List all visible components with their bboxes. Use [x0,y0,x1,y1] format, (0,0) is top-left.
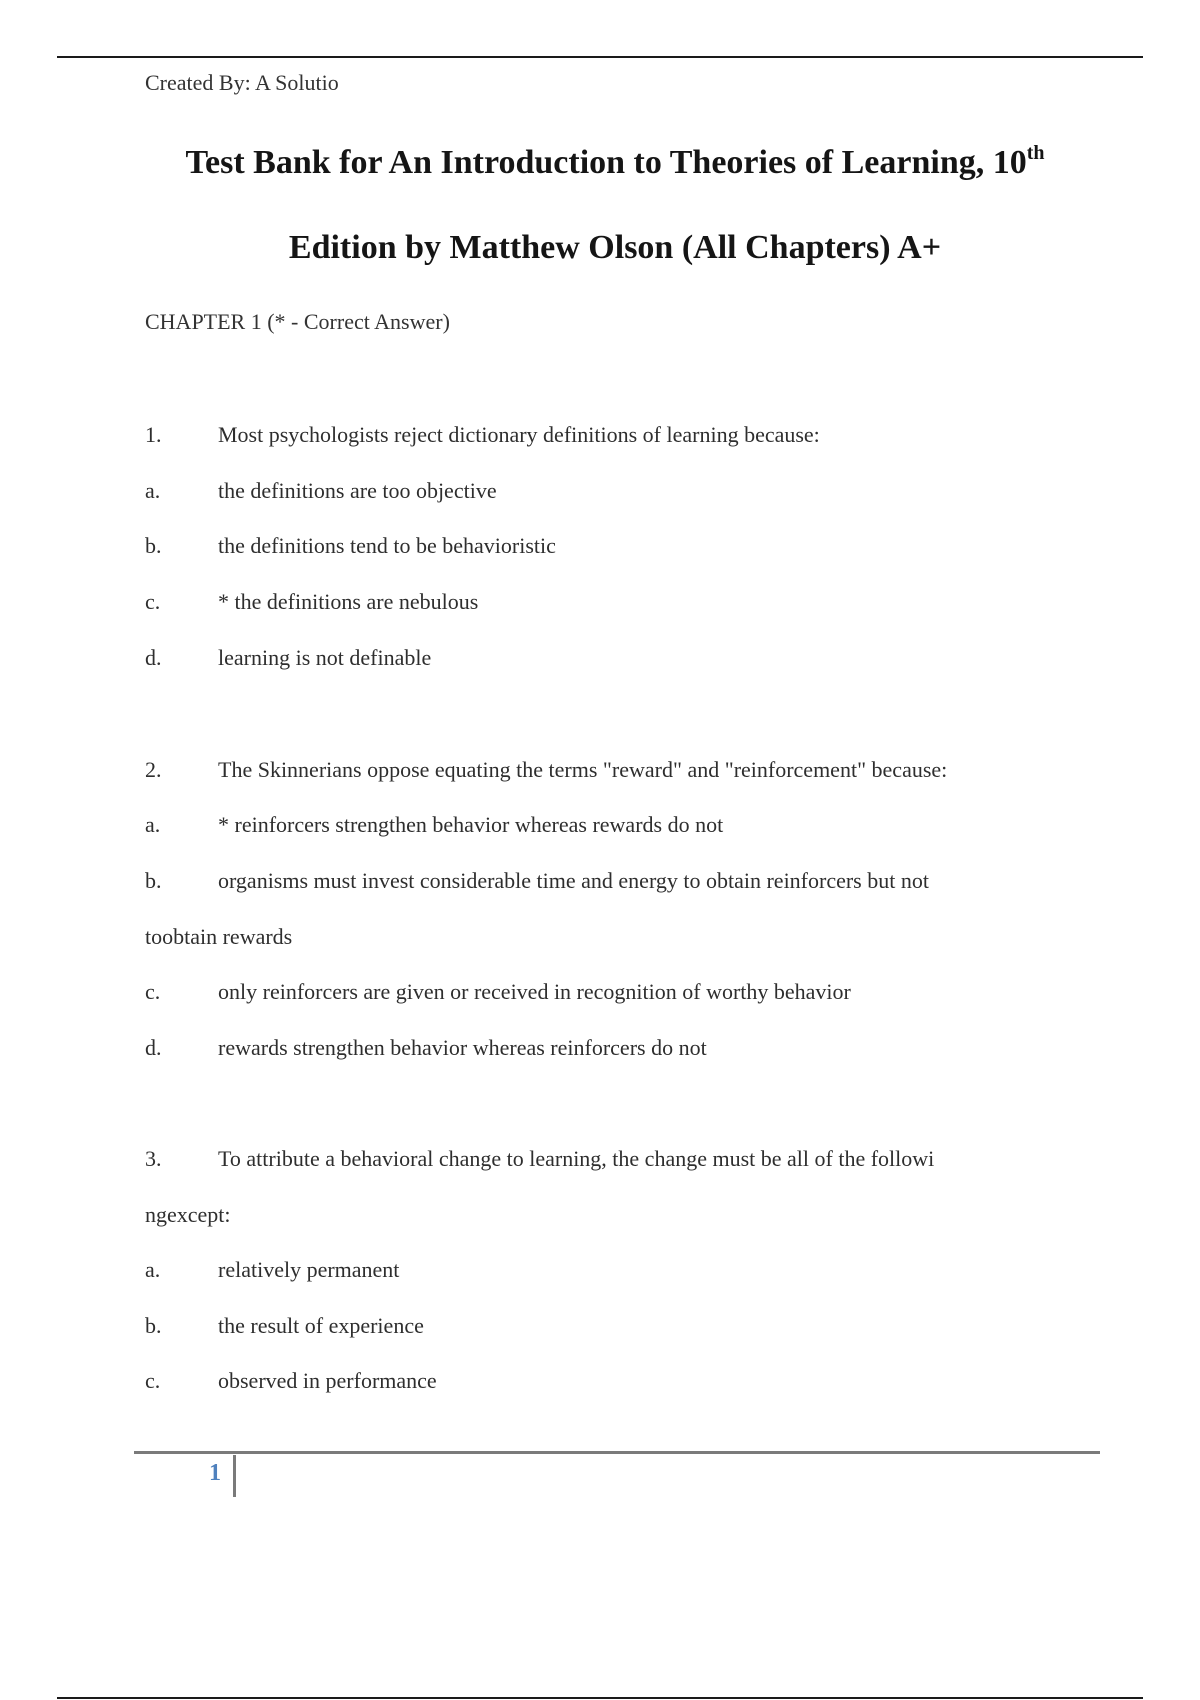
option-letter: a. [145,1257,161,1282]
option-text: relatively permanent [218,1257,400,1282]
option-letter: c. [145,1368,161,1393]
question-text-continuation: ngexcept: [145,1202,231,1227]
option-text: observed in performance [218,1368,437,1393]
question-number: 3. [145,1146,162,1171]
question-text: Most psychologists reject dictionary definitions of learning because: [218,422,820,447]
option-text: the definitions tend to be behavioristic [218,533,556,558]
question-number: 1. [145,422,162,447]
option-text: the definitions are too objective [218,478,497,503]
page-number: 1 [209,1460,221,1486]
option-letter: c. [145,979,161,1004]
option-letter: c. [145,589,161,614]
footer-rule [134,1451,1100,1454]
option-text: the result of experience [218,1313,424,1338]
option-text-correct: * reinforcers strengthen behavior whereas rewards do not [218,812,724,837]
chapter-heading: CHAPTER 1 (* - Correct Answer) [145,309,450,334]
option-letter: b. [145,1313,162,1338]
question-number: 2. [145,757,162,782]
option-letter: a. [145,478,161,503]
option-text: rewards strengthen behavior whereas reinforcers do not [218,1035,707,1060]
question-text: To attribute a behavioral change to learning, the change must be all of the followi [218,1146,935,1171]
title-main: Test Bank for An Introduction to Theories of Learning, 10 [185,144,1027,181]
page-number-divider [233,1455,236,1497]
document-title-line-1 [100,144,1130,182]
option-text-continuation: toobtain rewards [145,924,293,949]
option-letter: a. [145,812,161,837]
document-title-line-2: Edition by Matthew Olson (All Chapters) A+ [288,229,942,266]
created-by-header: Created By: A Solutio [145,70,339,95]
option-text: only reinforcers are given or received in recognition of worthy behavior [218,979,851,1004]
top-rule [57,56,1143,58]
option-letter: d. [145,645,162,670]
option-text: learning is not definable [218,645,432,670]
option-letter: b. [145,533,162,558]
option-letter: b. [145,868,162,893]
bottom-rule [57,1697,1143,1699]
option-text-correct: * the definitions are nebulous [218,589,479,614]
title-superscript: th [1026,142,1045,164]
option-letter: d. [145,1035,162,1060]
question-text: The Skinnerians oppose equating the terms "reward" and "reinforcement" because: [218,757,948,782]
option-text: organisms must invest considerable time and energy to obtain reinforcers but not [218,868,929,893]
